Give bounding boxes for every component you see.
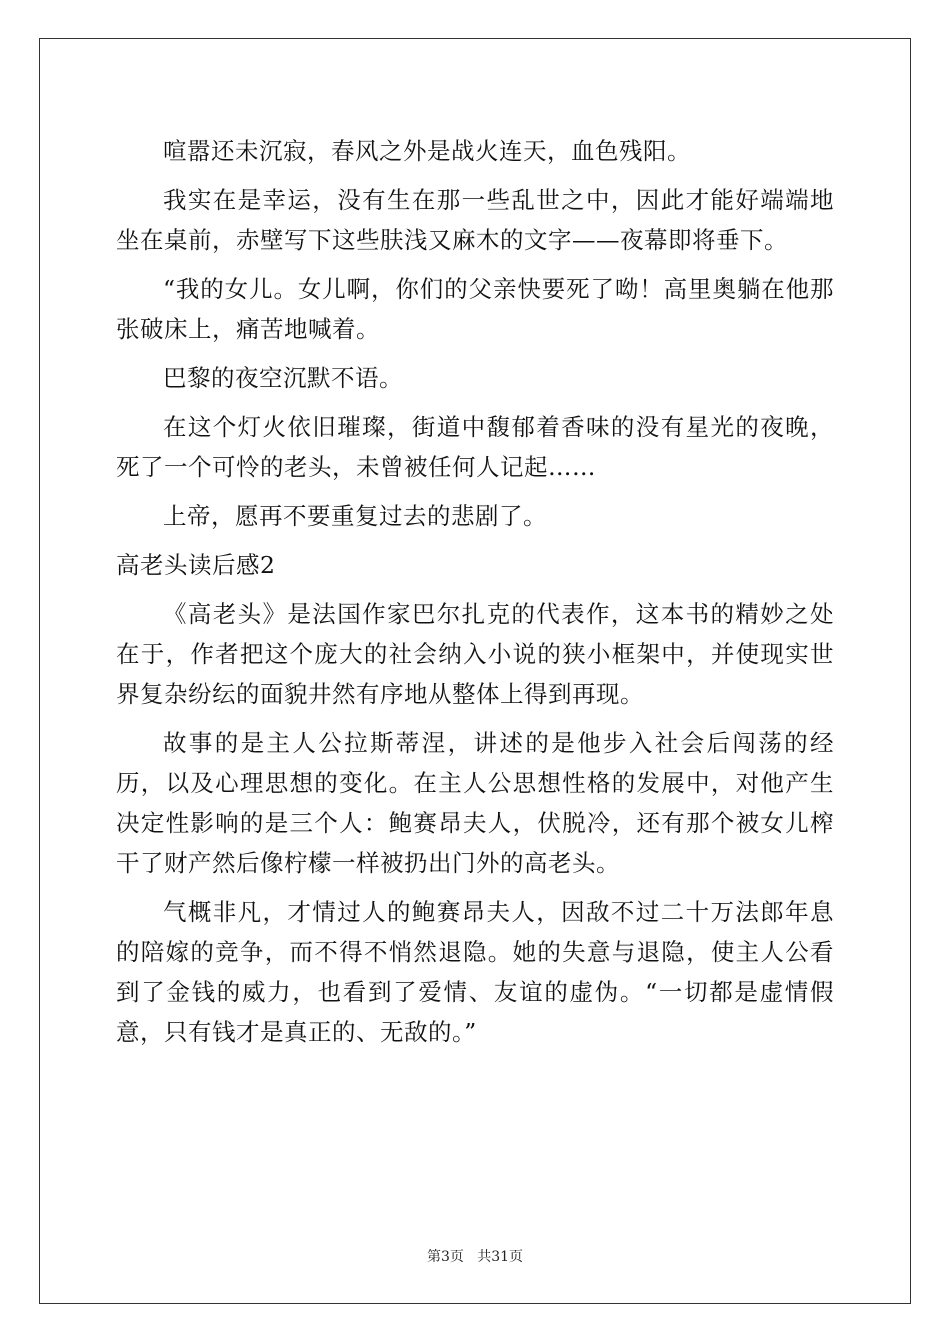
paragraph: 喧嚣还未沉寂，春风之外是战火连天，血色残阳。 — [163, 137, 691, 165]
paragraph: 故事的是主人公拉斯蒂涅，讲述的是他步入社会后闯荡的经历，以及心理思想的变化。在主人公思想性格的发展中，对他产生决定性影响的是三个人：鲍赛昂夫人，伏脱冷，还有那个被女儿榨干了财产然后像柠檬一样被扔出门外的高老头。 — [116, 729, 834, 877]
paragraph: “我的女儿。女儿啊，你们的父亲快要死了呦！高里奥躺在他那张破床上，痛苦地喊着。 — [116, 275, 834, 343]
paragraph: 《高老头》是法国作家巴尔扎克的代表作，这本书的精妙之处在于，作者把这个庞大的社会纳入小说的狭小框架中，并使现实世界复杂纷纭的面貌井然有序地从整体上得到再现。 — [116, 600, 834, 708]
paragraph: 上帝，愿再不要重复过去的悲剧了。 — [163, 502, 547, 530]
paragraph: 我实在是幸运，没有生在那一些乱世之中，因此才能好端端地坐在桌前，赤壁写下这些肤浅又麻木的文字——夜幕即将垂下。 — [116, 186, 834, 254]
page-footer: 第3页 共31页 — [426, 1249, 524, 1265]
paragraph: 气概非凡，才情过人的鲍赛昂夫人，因敌不过二十万法郎年息的陪嫁的竞争，而不得不悄然退隐。她的失意与退隐，使主人公看到了金钱的威力，也看到了爱情、友谊的虚伪。“一切都是虚情假意，只有钱才是真正的、无敌的。” — [116, 898, 834, 1046]
section-heading: 高老头读后感2 — [116, 551, 276, 579]
paragraph: 巴黎的夜空沉默不语。 — [163, 364, 403, 392]
document-body — [116, 131, 834, 1061]
paragraph: 在这个灯火依旧璀璨，街道中馥郁着香味的没有星光的夜晚，死了一个可怜的老头，未曾被任何人记起…… — [116, 413, 834, 481]
